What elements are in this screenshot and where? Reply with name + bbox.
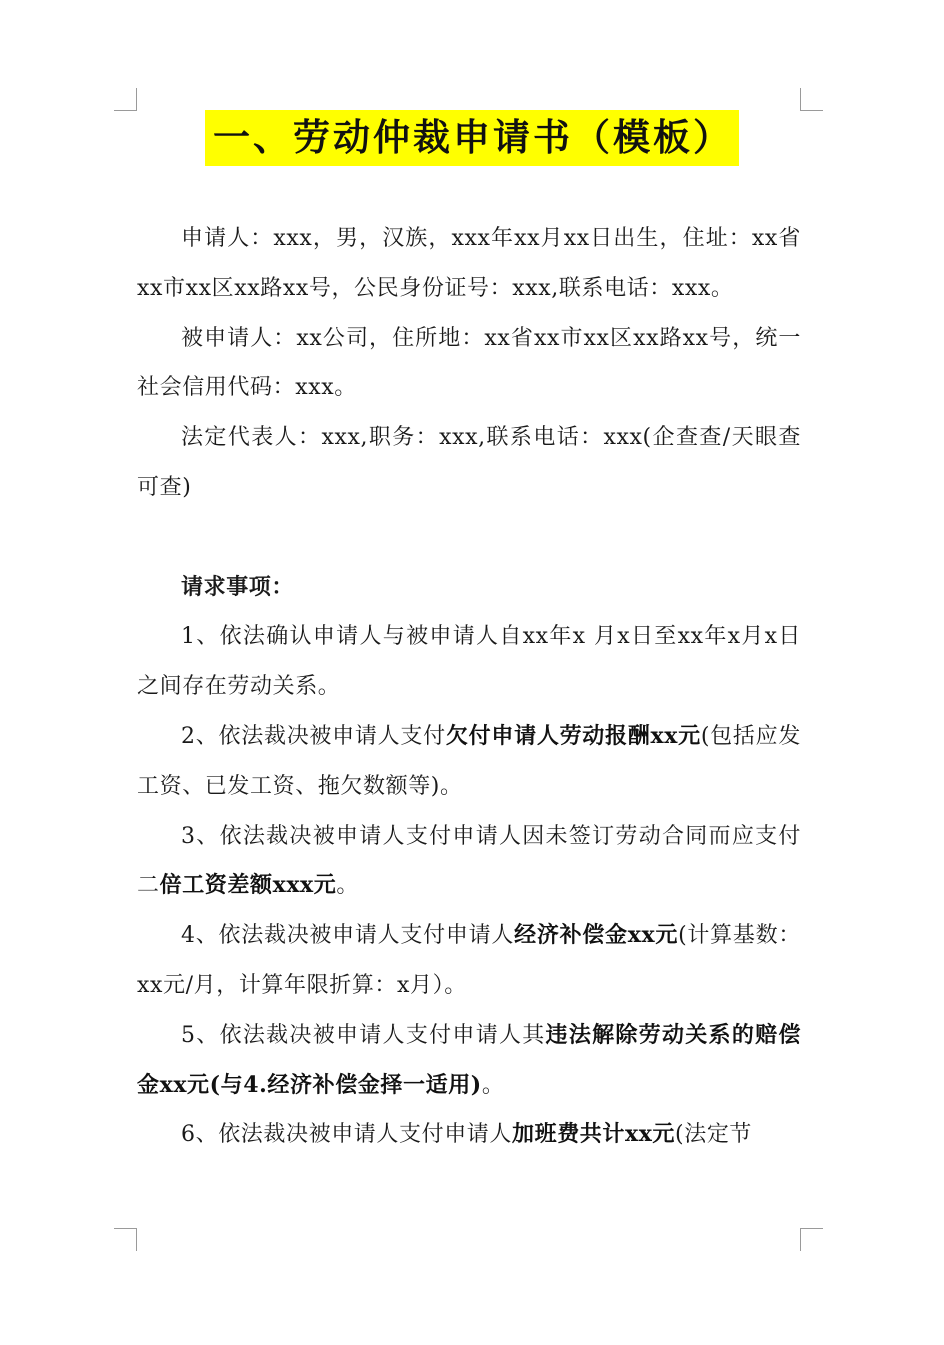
claims-heading: 请求事项： bbox=[181, 573, 295, 600]
page-corner-mark-bottom-right bbox=[800, 1228, 823, 1251]
page-corner-mark-bottom-left bbox=[114, 1228, 137, 1251]
claim-item-4: 4、依法裁决被申请人支付申请人经济补偿金xx元(计算基数：xx元/月，计算年限折算：x月）。 bbox=[137, 922, 801, 998]
claim-item-2: 2、依法裁决被申请人支付欠付申请人劳动报酬xx元(包括应发工资、已发工资、拖欠数额等)。 bbox=[137, 722, 801, 799]
claim-item-1: 1、依法确认申请人与被申请人自xx年x 月x日至xx年x月x日之间存在劳动关系。 bbox=[137, 624, 801, 700]
claim-item-6: 6、依法裁决被申请人支付申请人加班费共计xx元(法定节 bbox=[181, 1121, 753, 1148]
respondent-paragraph: 被申请人：xx公司，住所地：xx省xx市xx区xx路xx号，统一社会信用代码：xxx。 bbox=[137, 325, 801, 401]
legal-representative-paragraph: 法定代表人：xxx,职务：xxx,联系电话：xxx(企查查/天眼查可查) bbox=[137, 425, 801, 500]
claim-item-5: 5、依法裁决被申请人支付申请人其违法解除劳动关系的赔偿金xx元(与4.经济补偿金择一适用)。 bbox=[137, 1021, 801, 1098]
document-body bbox=[137, 214, 801, 1160]
title-container bbox=[0, 110, 944, 166]
page-corner-mark-top-right bbox=[800, 88, 823, 111]
page-corner-mark-top-left bbox=[114, 88, 137, 111]
blank-line bbox=[137, 513, 801, 563]
applicant-paragraph: 申请人：xxx，男，汉族，xxx年xx月xx日出生，住址：xx省xx市xx区xx路xx号，公民身份证号：xxx,联系电话：xxx。 bbox=[137, 226, 801, 301]
claim-item-3: 3、依法裁决被申请人支付申请人因未签订劳动合同而应支付二倍工资差额xxx元。 bbox=[137, 823, 801, 899]
document-title: 一、劳动仲裁申请书（模板） bbox=[205, 110, 739, 166]
